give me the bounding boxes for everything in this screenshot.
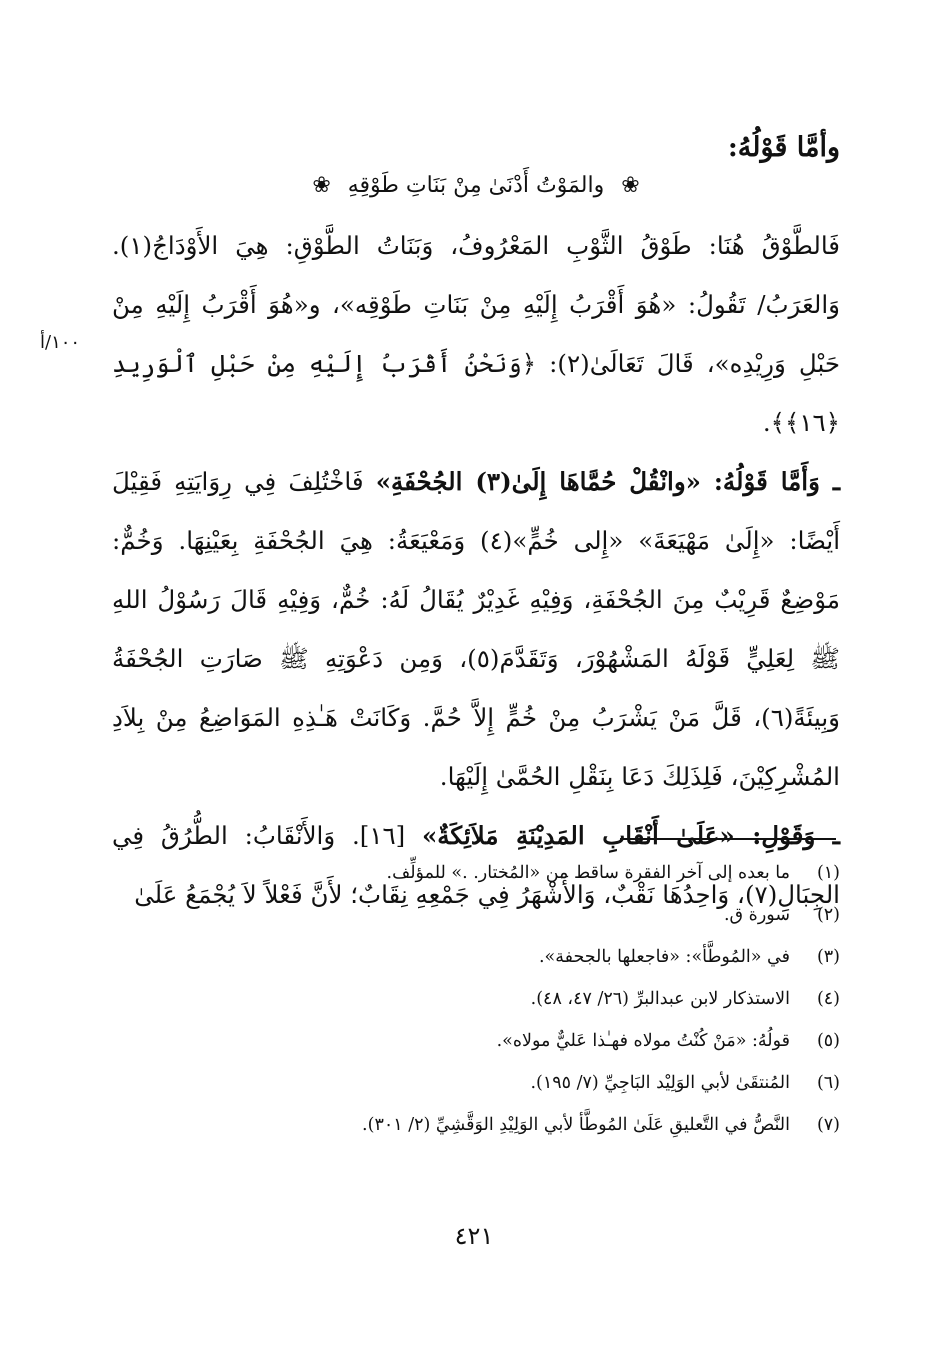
footnote-number: (٤): [816, 989, 840, 1009]
footnote: [180, 1104, 840, 1146]
footnote-text: سورة ق.: [723, 905, 790, 925]
footnote-number: (٥): [816, 1031, 840, 1051]
paragraph-body: [١٦]. وَالأَنْقَابُ: الطُّرُقُ فِي الجِبَالِ(٧)، وَاحِدُهَا نَقْبٌ، وَالأَشْهَرُ فِي جَمْعِهِ نِقَابٌ؛ لأَنَّ فَعْلاً لاَ يُجْمَعُ عَلَىٰ: [112, 821, 840, 909]
star-ornament-icon: ❀: [621, 173, 640, 198]
paragraph-2: [112, 452, 840, 806]
footnote: [180, 936, 840, 978]
footnote-text: في «المُوطَّأ»: «فاجعلها بالجحفة».: [538, 947, 790, 967]
star-ornament-icon: ❀: [312, 173, 331, 198]
footnote-text: قولُهُ: «مَنْ كُنْتُ مولاه فهـٰذا عَليٌّ مولاه».: [496, 1031, 790, 1051]
footnote: [180, 852, 840, 894]
poetry-verse: [112, 173, 840, 198]
paragraph-lead: ـ وَأَمَّا قَوْلُهُ: «وانْقُلْ حُمَّاهَا إِلَىٰ(٣) الجُحْفَةِ»: [375, 467, 840, 496]
footnotes-list: [180, 852, 840, 1146]
footnote-text: الاستذكار لابن عبدالبرِّ (٢٦/ ٤٧، ٤٨).: [530, 989, 790, 1009]
footnote-text: المُنتقَىٰ لأبي الوَلِيْد البَاجِيِّ (٧/ ١٩٥).: [530, 1073, 790, 1093]
footnote-text: النَّصُّ في التَّعليقِ عَلَىٰ المُوطَّأ لأبي الوَلِيْدِ الوَقَّشِيِّ (٢/ ٣٠١).: [362, 1115, 790, 1135]
footnote-number: (٧): [816, 1115, 840, 1135]
page-number: ٤٢١: [454, 1222, 494, 1250]
margin-folio-note: ١٠٠/أ: [40, 332, 81, 353]
footnote-number: (٦): [816, 1073, 840, 1093]
verse-text: والمَوْتُ أَدْنَىٰ مِنْ بَنَاتِ طَوْقِهِ: [347, 173, 605, 198]
footnote-number: (٣): [816, 947, 840, 967]
main-text: [112, 120, 840, 924]
paragraph-lead: ـ وَقَوْلِ: «عَلَىٰ أَنْقَابِ المَدِيْنَةِ مَلاَئِكَةٌ»: [421, 821, 840, 850]
footnote-text: ما بعده إلى آخر الفقرة ساقط من «المُختار. .» للمؤلِّف.: [386, 863, 790, 883]
paragraph-1: [112, 216, 840, 452]
footnote-divider: [620, 838, 836, 840]
footnote-number: (٢): [816, 905, 840, 925]
footnote: [180, 1062, 840, 1104]
footnote-number: (١): [816, 863, 840, 883]
footnote: [180, 894, 840, 936]
footnote: [180, 1020, 840, 1062]
intro-heading: وأمَّا قَوْلُهُ:: [727, 132, 840, 163]
paragraph-body: فَالطَّوْقُ هُنَا: طَوْقُ الثَّوْبِ المَعْرُوفُ، وَبَنَاتُ الطَّوْقِ: هِيَ الأَوْدَاجُ(١). وَالعَرَبُ/ تَقُولُ: «هُوَ أَقْرَبُ إِلَيْهِ مِنْ بَنَاتِ طَوْقِه»، و«هُوَ أَقْرَبُ إِلَيْهِ مِنْ حَبْلِ وَرِيْدِه»، قَالَ تَعَالَىٰ(٢): ﴿وَنَحْنُ أَقْرَبُ إِلَيْهِ مِنْ حَبْلِ ٱلْوَرِيدِ ﴿١٦﴾﴾.: [112, 231, 840, 437]
footnote: [180, 978, 840, 1020]
paragraph-body: فَاخْتُلِفَ فِي رِوَايَتِهِ فَقِيْلَ أَيْضًا: «إِلَىٰ مَهْيَعَةَ» «إِلى خُمٍّ»(٤) وَمَعْيَعَةُ: هِيَ الجُحْفَةِ بِعَيْنِهَا. وَخُمٌّ: مَوْضِعٌ قَرِيْبٌ مِنَ الجُحْفَةِ، وَفِيْهِ غَدِيْرٌ يُقَالُ لَهُ: خُمٌّ، وَفِيْهِ قَالَ رَسُوْلُ اللهِ ﷺ لِعَلِيٍّ قَوْلَهُ المَشْهُوْرَ، وَتَقَدَّمَ(٥)، وَمِن دَعْوَتِهِ ﷺ صَارَتِ الجُحْفَةُ وَبِيئَةً(٦)، قَلَّ مَنْ يَشْرَبُ مِنْ خُمٍّ إِلاَّ حُمَّ. وَكَانَتْ هَـٰذِهِ المَوَاضِعُ مِنْ بِلاَدِ المُشْرِكِيْنَ، فَلِذَلِكَ دَعَا بِنَقْلِ الحُمَّىٰ إِلَيْهَا.: [112, 467, 841, 791]
